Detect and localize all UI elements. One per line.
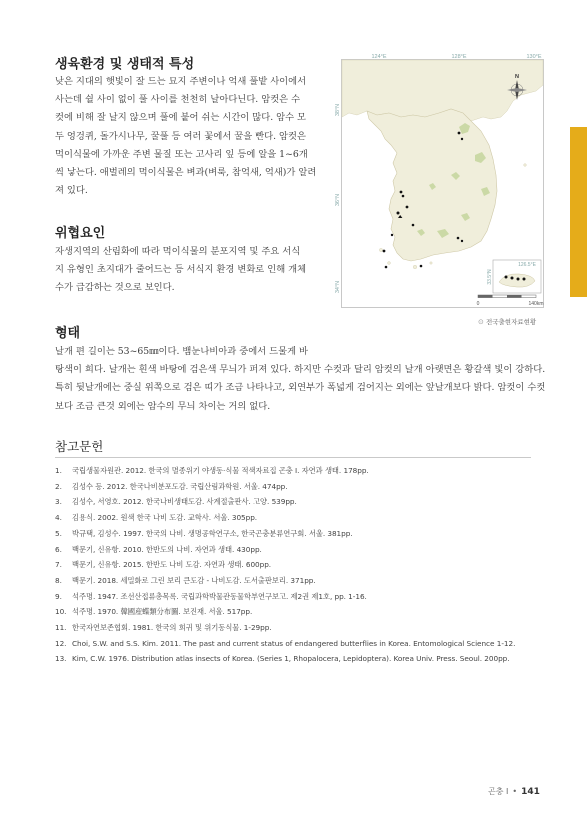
ref-text: 석주명. 1970. 韓國産蝶類分布圖. 보진재. 서울. 517pp. <box>72 607 253 617</box>
occurrence-point <box>523 278 526 281</box>
north-label: N <box>515 74 519 80</box>
threat-line: 지 유형인 초지대가 줄어드는 등 서식지 환경 변화로 인해 개체 <box>55 264 307 276</box>
morph-line: 특히 뒷날개에는 중실 위쪽으로 검은 띠가 조금 나타나고, 외연부가 폭넓게 검어지는 외에는 앞날개보다 밝다. 암컷이 수컷 <box>55 382 546 394</box>
inset-lon-label: 126.5°E <box>518 262 536 268</box>
lon-label: 124°E <box>371 54 387 60</box>
lon-label: 130°E <box>526 54 542 60</box>
lon-label: 128°E <box>451 54 467 60</box>
ref-text: 김성수 등. 2012. 한국나비분포도감. 국립산림과학원. 서울. 474pp. <box>72 481 288 491</box>
morph-line: 날개 편 길이는 53~65㎜이다. 뱀눈나비아과 중에서 드물게 바 <box>55 346 308 357</box>
ref-num: 9. <box>55 591 62 601</box>
occurrence-point <box>383 250 386 253</box>
reference-item <box>55 494 555 510</box>
reference-item <box>55 526 555 542</box>
chapter-tab <box>570 127 587 297</box>
reference-item <box>55 651 555 667</box>
ref-text: 석주명. 1947. 조선산접류총목록. 국립과학박물관동물학부연구보고. 제2권 제1호, pp. 1-16. <box>72 591 367 601</box>
lat-label: 34°N <box>335 280 341 294</box>
reference-item <box>55 604 555 620</box>
habitat-heading: 생육환경 및 생태적 특성 <box>55 57 195 72</box>
occurrence-point <box>505 276 508 279</box>
threat-text <box>55 243 323 298</box>
threat-line: 자생지역의 산림화에 따라 먹이식물의 분포지역 및 주요 서식 <box>55 246 301 257</box>
threat-line: 수가 급감하는 것으로 보인다. <box>55 282 175 294</box>
occurrence-point <box>400 191 403 194</box>
reference-item <box>55 542 555 558</box>
occurrence-point <box>511 277 514 280</box>
ref-text: 김성수, 서영호. 2012. 한국나비생태도감. 사계절출판사. 고양. 539pp. <box>72 497 297 507</box>
ref-num: 4. <box>55 513 62 523</box>
occurrence-point <box>457 237 460 240</box>
habitat-line: 컷에 비해 잘 날지 않으며 풀에 붙어 쉬는 시간이 많다. 암수 모 <box>55 112 307 124</box>
scale-start: 0 <box>476 301 480 307</box>
occurrence-point <box>461 240 463 242</box>
habitat-line: 사는데 쉴 사이 없이 풀 사이를 천천히 날아다닌다. 암컷은 수 <box>55 94 301 106</box>
ref-text: 김용식. 2002. 원색 한국 나비 도감. 교학사. 서울. 305pp. <box>72 513 258 523</box>
ref-num: 6. <box>55 544 62 554</box>
occurrence-point <box>458 132 461 135</box>
occurrence-point <box>402 195 405 198</box>
occurrence-point <box>397 212 400 215</box>
morph-line: 보다 조금 큰것 외에는 암수의 무늬 차이는 거의 없다. <box>55 400 271 412</box>
ref-num: 2. <box>55 481 62 491</box>
ref-num: 12. <box>55 638 67 648</box>
map-legend-icon: ⊙ <box>478 318 484 326</box>
reference-item <box>55 557 555 573</box>
reference-item <box>55 636 555 652</box>
reference-item <box>55 573 555 589</box>
ref-num: 7. <box>55 560 62 570</box>
ref-text: Kim, C.W. 1976. Distribution atlas insects of Korea. (Series 1, Rhopalocera, Lepidoptera). Korea Univ. Press. Seoul. 200pp. <box>72 654 510 664</box>
ref-num: 11. <box>55 623 67 633</box>
reference-item <box>55 463 555 479</box>
habitat-line: 먹이식물에 가까운 주변 물질 또는 고사리 잎 등에 알을 1~6개 <box>55 148 308 160</box>
footer-label: 곤충 I <box>488 787 509 796</box>
occurrence-point <box>420 265 423 268</box>
ref-num: 13. <box>55 654 67 664</box>
ref-num: 8. <box>55 575 62 585</box>
ref-text: 백문기, 신유항. 2010. 한반도의 나비. 자연과 생태. 430pp. <box>72 544 262 554</box>
ref-text: 백문기, 신유항. 2015. 한반도 나비 도감. 자연과 생태. 600pp. <box>72 560 272 570</box>
reference-item <box>55 479 555 495</box>
inset-lat-label: 33.5°N <box>487 269 493 285</box>
ref-num: 5. <box>55 528 62 538</box>
morph-text <box>55 343 555 416</box>
lat-label: 36°N <box>335 193 341 207</box>
morph-line: 탕색이 희다. 날개는 흰색 바탕에 검은색 무늬가 퍼져 있다. 하지만 수컷과 달리 암컷의 날개 아랫면은 황갈색 빛이 강하다. <box>55 364 546 376</box>
reference-item <box>55 589 555 605</box>
ref-text: 박규택, 김성수. 1997. 한국의 나비. 생명공학연구소, 한국곤충분류연구회. 서울. 381pp. <box>72 528 353 538</box>
habitat-text <box>55 73 323 200</box>
refs-heading: 참고문헌 <box>55 439 104 454</box>
threat-heading: 위협요인 <box>55 226 106 241</box>
page-number: 141 <box>521 787 540 797</box>
ref-text: 국립생물자원관. 2012. 한국의 멸종위기 야생동·식물 적색자료집 곤충 I. 자연과 생태. 178pp. <box>72 466 369 475</box>
map-caption <box>478 317 536 326</box>
page-footer <box>488 786 540 797</box>
occurrence-point <box>385 266 388 269</box>
ref-num: 3. <box>55 497 62 507</box>
reference-item <box>55 510 555 526</box>
map-caption-text: 전국출현자료현황 <box>485 318 537 326</box>
occurrence-point <box>391 234 393 236</box>
scale-end: 140km <box>528 301 544 307</box>
occurrence-point <box>412 224 415 227</box>
footer-separator: • <box>512 787 518 796</box>
refs-divider <box>55 457 531 458</box>
occurrence-point <box>406 206 409 209</box>
reference-list <box>55 463 555 667</box>
ref-text: 한국자연보존협회. 1981. 한국의 희귀 및 위기동식물. 1-29pp. <box>72 623 272 633</box>
ref-num: 10. <box>55 607 67 617</box>
habitat-line: 져 있다. <box>55 185 88 197</box>
morph-heading: 형태 <box>55 326 81 341</box>
occurrence-point <box>461 138 463 140</box>
distribution-map <box>335 54 544 313</box>
reference-item <box>55 620 555 636</box>
ref-text: Choi, S.W. and S.S. Kim. 2011. The past and current status of endangered butterflies in Korea. Entomological Science 1-12. <box>72 638 516 648</box>
habitat-line: 두 엉겅퀴, 돌가시나무, 꿀풀 등 여러 꽃에서 꿀을 빤다. 암컷은 <box>55 130 307 142</box>
habitat-line: 씩 낳는다. 애벌레의 먹이식물은 벼과(벼룩, 참억새, 억새)가 알려 <box>55 167 317 179</box>
occurrence-point <box>517 278 520 281</box>
ref-num: 1. <box>55 466 62 475</box>
ref-text: 백문기. 2018. 세밀화로 그린 보리 큰도감 - 나비도감. 도서출판보리. 371pp. <box>72 575 316 585</box>
lat-label: 38°N <box>335 103 341 117</box>
habitat-line: 낮은 지대의 햇빛이 잘 드는 묘지 주변이나 억새 풀밭 사이에서 <box>55 76 307 87</box>
map-svg <box>335 54 544 313</box>
